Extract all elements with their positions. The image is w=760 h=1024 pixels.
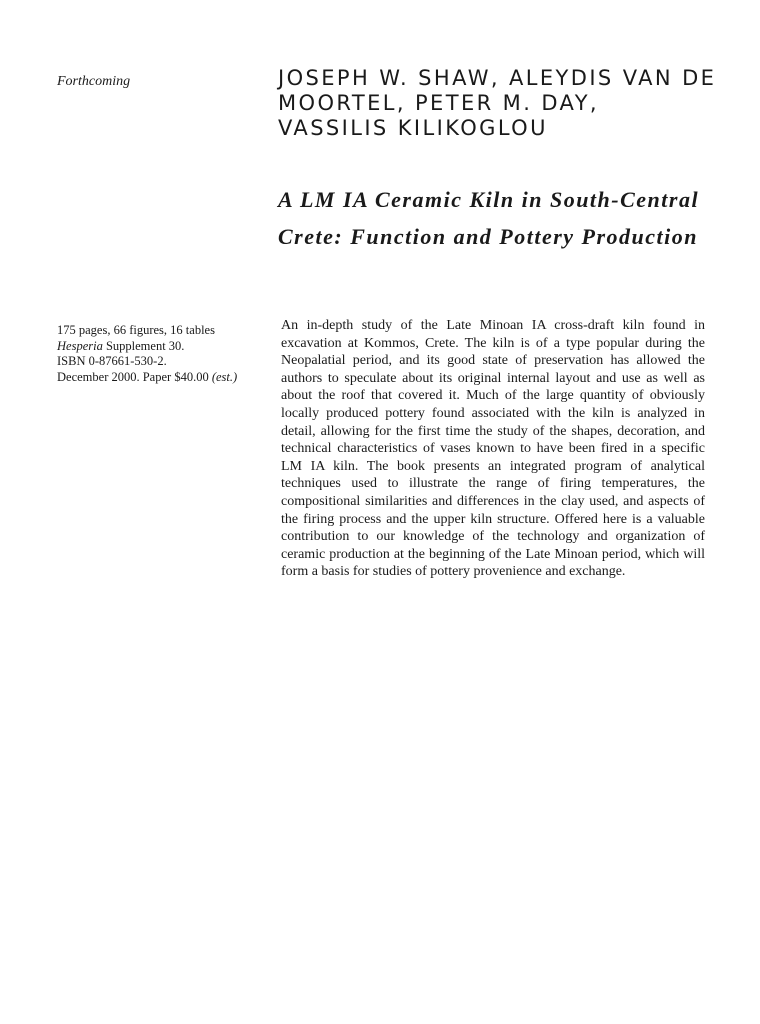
isbn: ISBN 0-87661-530-2.	[57, 354, 167, 368]
date-price	[57, 370, 257, 386]
series-name: Hesperia	[57, 338, 103, 353]
authors: JOSEPH W. SHAW, ALEYDIS VAN DE MOORTEL, PETER M. DAY, VASSILIS KILIKOGLOU	[278, 66, 717, 140]
page-count: 175 pages, 66 figures, 16 tables	[57, 323, 215, 337]
series	[57, 339, 257, 355]
estimate-note: (est.)	[211, 369, 238, 384]
publication-status: Forthcoming	[57, 74, 131, 89]
book-description: An in-depth study of the Late Minoan IA cross-draft kiln found in excavation at Kommos, Crete. The kiln is of a type popular during the Neopalatial period, and its good state of preservation has allowed the authors to speculate about its original internal layout and use as well as about the roof that covered it. Much of the large quantity of obviously locally produced pottery found associated with the kiln is analyzed in detail, allowing for the first time the study of the shapes, decoration, and technical characteristics of vases known to have been fired in a specific LM IA kiln. The book presents an integrated program of analytical techniques used to illustrate the range of firing temperatures, the compositional similarities and differences in the clay used, and aspects of the firing process and the upper kiln structure. Offered here is a valuable contribution to our knowledge of the technology and organization of ceramic production at the beginning of the Late Minoan period, which will form a basis for studies of pottery provenience and exchange.	[281, 318, 705, 580]
series-number: Supplement 30.	[102, 338, 185, 353]
date-price-text: December 2000. Paper $40.00	[57, 369, 212, 384]
book-details	[57, 323, 257, 385]
book-title: A LM IA Ceramic Kiln in South-Central Crete: Function and Pottery Production	[278, 187, 700, 249]
